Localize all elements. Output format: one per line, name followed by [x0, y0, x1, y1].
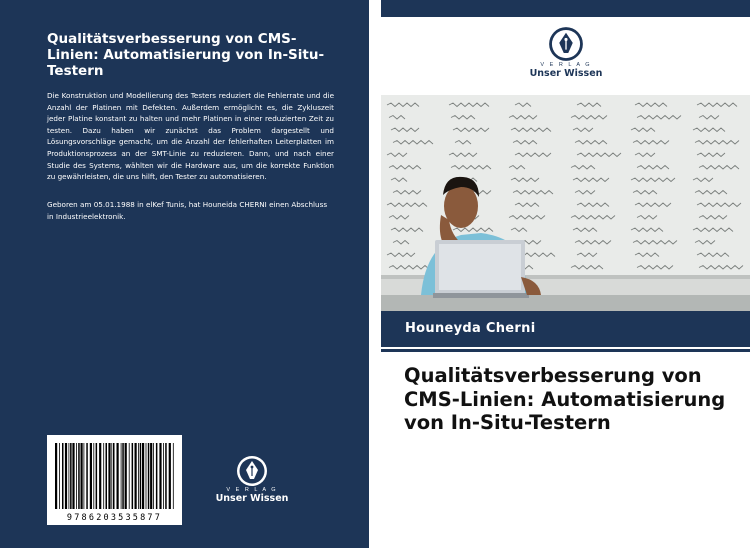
fountain-pen-nib-icon	[548, 26, 584, 62]
spine-gap	[369, 0, 381, 548]
barcode-bar	[111, 443, 112, 509]
barcode-bar	[99, 443, 101, 509]
barcode-bar	[142, 443, 144, 509]
publisher-verlag: V E R L A G	[540, 62, 592, 68]
barcode-bar	[72, 443, 74, 509]
barcode-bar	[108, 443, 110, 509]
barcode-bar	[173, 443, 174, 509]
barcode-bar	[117, 443, 119, 509]
front-cover	[381, 0, 750, 548]
barcode-bar	[135, 443, 137, 509]
barcode-bar	[81, 443, 83, 509]
publisher-logo-front	[521, 26, 611, 79]
barcode-bar	[59, 443, 60, 509]
barcode-bar	[159, 443, 161, 509]
cover-photo-student-whiteboard	[381, 95, 750, 311]
barcode-bar	[69, 443, 70, 509]
author-bio: Geboren am 05.01.1988 in elKef Tunis, hat Houneida CHERNI einen Abschluss in Industrieelektronik.	[47, 200, 328, 221]
barcode-bar	[163, 443, 164, 509]
fountain-pen-nib-icon	[236, 455, 268, 487]
barcode-bar	[156, 443, 158, 509]
barcode-bar	[153, 443, 154, 509]
title-rule	[381, 349, 750, 352]
barcode-bar	[84, 443, 85, 509]
barcode-bar	[93, 443, 94, 509]
front-top-bar	[381, 0, 750, 17]
barcode-bar	[140, 443, 142, 509]
barcode-bar	[90, 443, 92, 509]
barcode-bar	[138, 443, 139, 509]
barcode-bar	[76, 443, 77, 509]
isbn-number: 9786203535877	[66, 513, 163, 523]
barcode-bar	[146, 443, 147, 509]
back-cover-title: Qualitätsverbesserung von CMS-Linien: Automatisierung von In-Situ-Testern	[47, 31, 325, 79]
barcode-bar	[132, 443, 134, 509]
barcode-bar	[169, 443, 171, 509]
publisher-name: Unser Wissen	[529, 68, 603, 79]
barcode-bar	[106, 443, 108, 509]
isbn-barcode	[47, 435, 182, 525]
barcode-bar	[150, 443, 152, 509]
barcode-bar	[113, 443, 115, 509]
back-cover-blurb: Die Konstruktion und Modellierung des Testers reduziert die Fehlerrate und die Anzahl der Platinen mit Defekten. Außerdem ermöglicht es, die Zykluszeit jeder Platine konstant zu halten und mehr Platinen in einer reduzierten Zeit zu testen. Dazu haben wir zunächst das Problem dargestellt und Lösungsvorschläge gemacht, um die Anzahl der fehlerhaften Leiterplatten im Produktionsprozess an der SMT-Linie zu reduzieren. Dann, und nach einer Studie des Systems, wählten wir die Hardware aus, um die korrekte Funktion zu gewährleisten, die uns hilft, den Tester zu automatisieren.	[47, 91, 334, 182]
barcode-bar	[70, 443, 72, 509]
barcode-bar	[129, 443, 130, 509]
barcode-bar	[62, 443, 64, 509]
barcode-bar	[148, 443, 150, 509]
barcode-bar	[78, 443, 80, 509]
barcode-bar	[86, 443, 88, 509]
barcode-bar	[55, 443, 57, 509]
barcode-bar	[65, 443, 67, 509]
publisher-verlag: V E R L A G	[226, 487, 278, 493]
back-cover	[0, 0, 369, 548]
barcode-bar	[103, 443, 104, 509]
barcode-bars	[47, 435, 182, 513]
barcode-bar	[122, 443, 124, 509]
author-bar	[381, 311, 750, 347]
publisher-name: Unser Wissen	[215, 493, 289, 504]
author-name: Houneyda Cherni	[405, 321, 536, 336]
barcode-bar	[125, 443, 127, 509]
barcode-bar	[96, 443, 98, 509]
barcode-bar	[121, 443, 122, 509]
front-cover-title: Qualitätsverbesserung von CMS-Linien: Automatisierung von In-Situ-Testern	[404, 364, 726, 434]
publisher-logo-back	[213, 455, 291, 504]
barcode-bar	[165, 443, 167, 509]
